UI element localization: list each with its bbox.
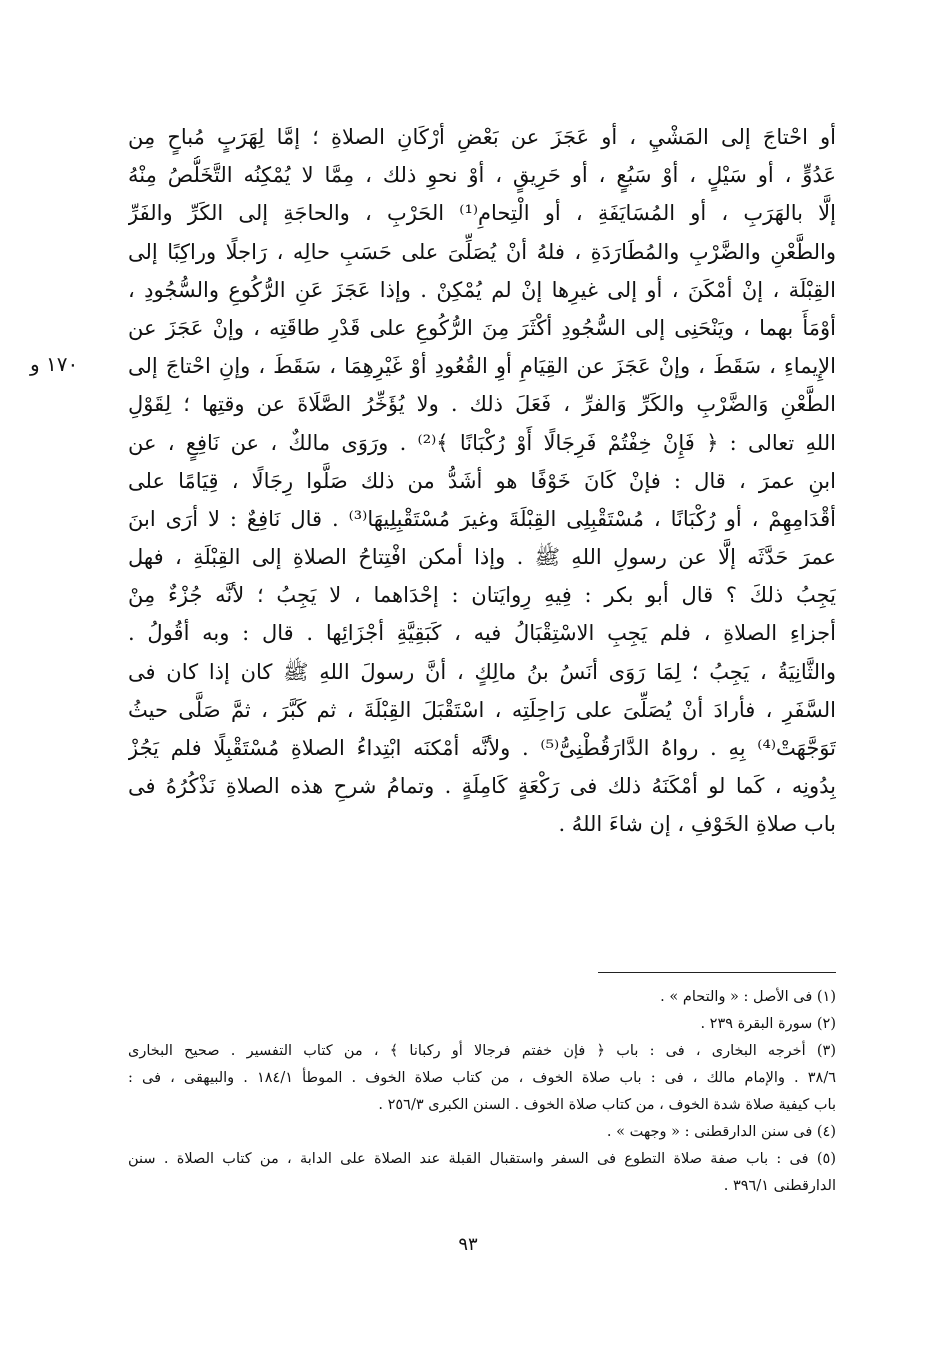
footnote-5: (٥) فى : باب صفة صلاة التطوع فى السفر واستقبال القبلة عند الصلاة على الدابة ، من كتاب الصلاة . سنن xyxy=(128,1151,836,1167)
text-line: أجزاءِ الصلاةِ ، فلم يَجِبِ الاسْتِقْبَالُ فيه ، كَبَقِيَّةِ أجْزَائِها . قال : وبه أقُولُ . xyxy=(128,621,836,646)
text-line: القِبْلَة ، إنْ أمْكَنَ ، أو إلى غيرِها إنْ لم يُمْكِنْ . وإذا عَجَزَ عَنِ الرُّكُوعِ والسُّجُودِ ، xyxy=(128,277,836,302)
footnote-3-cont: ٣٨/٦ . والإمام مالك ، فى : باب صلاة الخوف ، من كتاب صلاة الخوف . الموطأ ١٨٤/١ . والبيهقى ، فى : xyxy=(128,1070,836,1086)
footnote-5-cont: الدارقطنى ٣٩٦/١ . xyxy=(723,1178,836,1194)
footnote-3: (٣) أخرجه البخارى ، فى : باب ﴿ فإن خفتم فرجالا أو ركبانا ﴾ ، من كتاب التفسير . صحيح البخارى xyxy=(128,1043,836,1059)
text-line: عَدُوٍّ ، أو سَيْلٍ ، أوْ سَبُعٍ ، أو حَرِيقٍ ، أوْ نحوِ ذلك ، مِمَّا لا يُمْكِنُه التَّخَلُّصُ مِنْهُ xyxy=(128,163,836,188)
text-line: الإِيماءِ ، سَقَطَ ، وإنْ عَجَزَ عن القِيَامِ أوِ القُعُودِ أوْ غَيْرِهِمَا ، سَقَطَ ، وإنِ احْتاجَ إلى xyxy=(128,354,836,379)
margin-folio-note: ١٧٠ و xyxy=(30,352,79,376)
text-line: اللهِ تعالى : ﴿ فَإِنْ خِفْتُمْ فَرِجَالًا أَوْ رُكْبَانًا ﴾⁽²⁾ . ورَوَى مالكٌ ، عن نَافِعٍ ، عن xyxy=(128,430,836,455)
text-line: الطَّعْنِ وَالضَّرْبِ والكَرِّ وَالفرِّ ، فَعَلَ ذلك . ولا يُؤَخِّرُ الصَّلَاةَ عن وقتِها ؛ لِقَوْلِ xyxy=(128,392,836,417)
text-line: والثَّانِيَةُ ، يَجِبُ ؛ لِمَا رَوَى أنَسُ بنُ مالِكٍ ، أنَّ رسولَ اللهِ ﷺ كان إذا كان فى xyxy=(128,659,836,684)
footnote-4: (٤) فى سنن الدارقطنى : « وجهت » . xyxy=(606,1124,836,1140)
text-line: أو احْتاجَ إلى المَشْيِ ، أو عَجَزَ عن بَعْضِ أرْكَانِ الصلاةِ ؛ إمَّا لِهَرَبٍ مُباحٍ مِن xyxy=(128,125,836,149)
text-line: بِدُونِه ، كَما لو أمْكَنَهُ ذلك فى رَكْعَةٍ كَامِلَةٍ . وتمامُ شرحِ هذه الصلاةِ نَذْكُرُهُ فى xyxy=(128,774,836,799)
footnotes xyxy=(128,984,836,1200)
text-line: باب صلاةِ الخَوْفِ ، إن شاءَ اللهُ . xyxy=(558,812,836,837)
text-line: تَوَجَّهَتْ⁽⁴⁾ بِهِ . رواهُ الدَّارَقُطْنِىُّ⁽⁵⁾ . ولأنَّه أمْكنَه ابْتِداءُ الصلاةِ مُسْتَقْبِلًا فلم يَجُزْ xyxy=(128,736,836,760)
text-line: عمرَ حَدَّثَه إلَّا عن رسولِ اللهِ ﷺ . وإذا أمكن افْتِتاحُ الصلاةِ إلى القِبْلَةِ ، فهل xyxy=(128,545,836,570)
footnote-1: (١) فى الأصل : « والتحام » . xyxy=(660,989,836,1005)
main-text xyxy=(128,118,836,844)
text-line: والطَّعْنِ والضَّرْبِ والمُطَارَدَةِ ، فلهُ أنْ يُصَلِّىَ على حَسَبِ حالِه ، رَاجلًا وراكِبًا إلى xyxy=(128,239,836,264)
footnote-3-cont: باب كيفية صلاة شدة الخوف ، من كتاب صلاة الخوف . السنن الكبرى ٢٥٦/٣ . xyxy=(378,1097,836,1113)
text-line: يَجِبُ ذلكَ ؟ قال أبو بكر : فِيهِ رِوايَتان : إحْدَاهما ، لا يَجِبُ ؛ لأنَّه جُزْءٌ مِنْ xyxy=(128,583,836,608)
text-line: ابنِ عمرَ ، قال : فإنْ كَانَ خَوْفًا هو أشَدُّ من ذلك صَلَّوا رِجَالًا ، قِيَامًا على xyxy=(128,468,836,493)
text-line: إلَّا بالهَرَبِ ، أو المُسَايَفَةِ ، أو الْتِحامِ⁽¹⁾ الحَرْبِ ، والحاجَةِ إلى الكَرِّ والفَرِّ xyxy=(128,201,836,226)
footnote-divider xyxy=(598,972,836,973)
text-line: أقْدَامِهِمْ ، أو رُكْبَانًا ، مُسْتَقْبِلِى القِبْلَةَ وغيرَ مُسْتَقْبِلِيهَا⁽³⁾ . قال نَافِعٌ : لا أرَى ابنَ xyxy=(128,506,836,531)
page-number: ٩٣ xyxy=(458,1234,478,1255)
text-line: أوْمَأَ بهما ، ويَنْحَنِى إلى السُّجُودِ أكْثَرَ مِنَ الرُّكُوعِ على قَدْرِ طاقَتِه ، وإنْ عَجَزَ عن xyxy=(128,315,836,340)
footnote-2: (٢) سورة البقرة ٢٣٩ . xyxy=(700,1016,836,1032)
text-line: السَّفَرِ ، فأرادَ أنْ يُصَلِّىَ على رَاحِلَتِه ، اسْتَقْبَلَ القِبْلَةَ ، ثم كَبَّرَ ، ثمَّ صَلَّى حيثُ xyxy=(128,697,836,722)
